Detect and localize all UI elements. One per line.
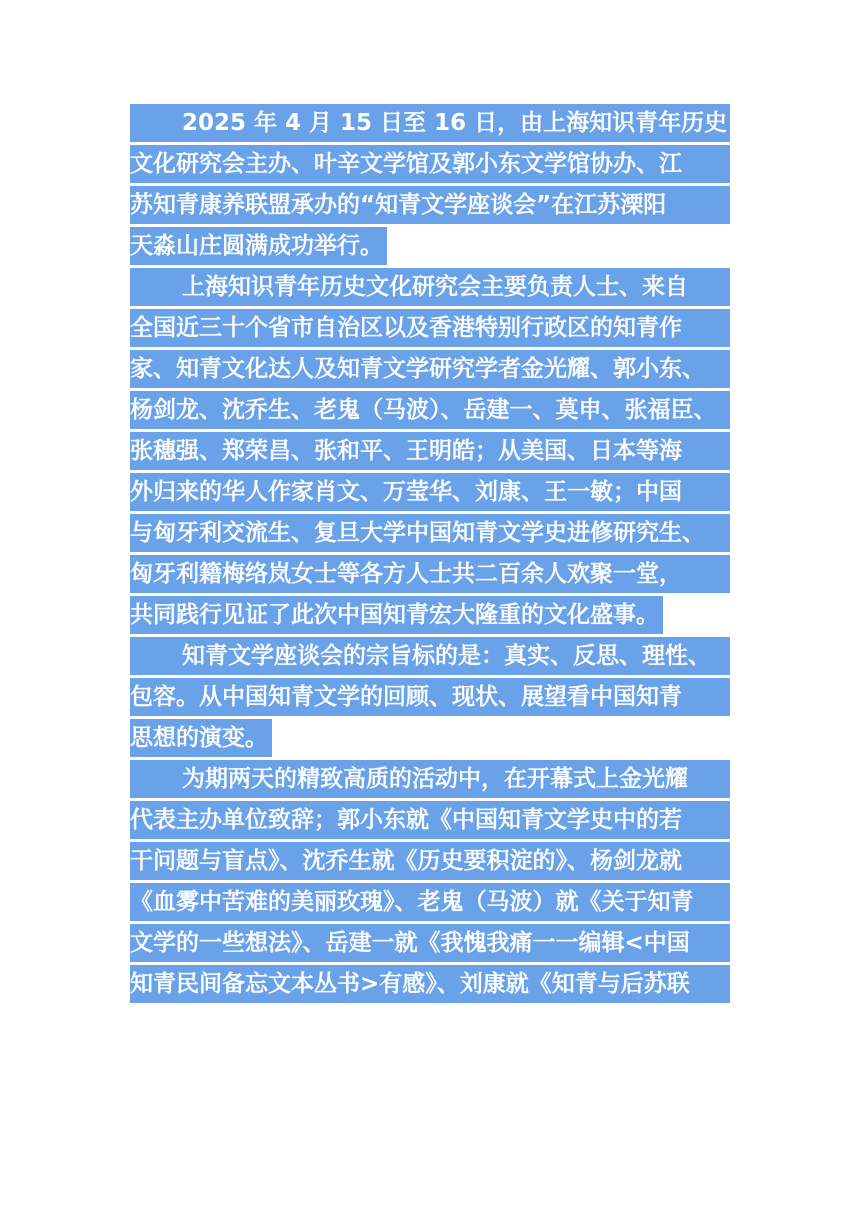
text-line: 共同践行见证了此次中国知青宏大隆重的文化盛事。 <box>130 596 730 634</box>
text-line: 代表主办单位致辞；郭小东就《中国知青文学史中的若 <box>130 801 730 839</box>
paragraph-4 <box>130 760 730 1003</box>
text-line: 天淼山庄圆满成功举行。 <box>130 227 730 265</box>
article-body <box>130 104 730 1006</box>
text-line: 上海知识青年历史文化研究会主要负责人士、来自 <box>130 268 730 306</box>
paragraph-2 <box>130 268 730 634</box>
text-line: 全国近三十个省市自治区以及香港特别行政区的知青作 <box>130 309 730 347</box>
text-line: 为期两天的精致高质的活动中，在开幕式上金光耀 <box>130 760 730 798</box>
text-line: 知青民间备忘文本丛书>有感》、刘康就《知青与后苏联 <box>130 965 730 1003</box>
text-line: 《血雾中苦难的美丽玫瑰》、老鬼（马波）就《关于知青 <box>130 883 730 921</box>
text-line: 干问题与盲点》、沈乔生就《历史要积淀的》、杨剑龙就 <box>130 842 730 880</box>
text-line: 包容。从中国知青文学的回顾、现状、展望看中国知青 <box>130 678 730 716</box>
paragraph-3 <box>130 637 730 757</box>
text-line: 知青文学座谈会的宗旨标的是：真实、反思、理性、 <box>130 637 730 675</box>
text-line: 与匈牙利交流生、复旦大学中国知青文学史进修研究生、 <box>130 514 730 552</box>
text-line: 2025 年 4 月 15 日至 16 日，由上海知识青年历史 <box>130 104 730 142</box>
text-line: 文化研究会主办、叶辛文学馆及郭小东文学馆协办、江 <box>130 145 730 183</box>
text-line: 思想的演变。 <box>130 719 730 757</box>
paragraph-1 <box>130 104 730 265</box>
text-line: 苏知青康养联盟承办的“知青文学座谈会”在江苏溧阳 <box>130 186 730 224</box>
text-line: 匈牙利籍梅络岚女士等各方人士共二百余人欢聚一堂， <box>130 555 730 593</box>
text-line: 外归来的华人作家肖文、万莹华、刘康、王一敏；中国 <box>130 473 730 511</box>
text-line: 家、知青文化达人及知青文学研究学者金光耀、郭小东、 <box>130 350 730 388</box>
text-line: 张穗强、郑荣昌、张和平、王明皓；从美国、日本等海 <box>130 432 730 470</box>
text-line: 文学的一些想法》、岳建一就《我愧我痛一一编辑<中国 <box>130 924 730 962</box>
text-line: 杨剑龙、沈乔生、老鬼（马波）、岳建一、莫申、张福臣、 <box>130 391 730 429</box>
